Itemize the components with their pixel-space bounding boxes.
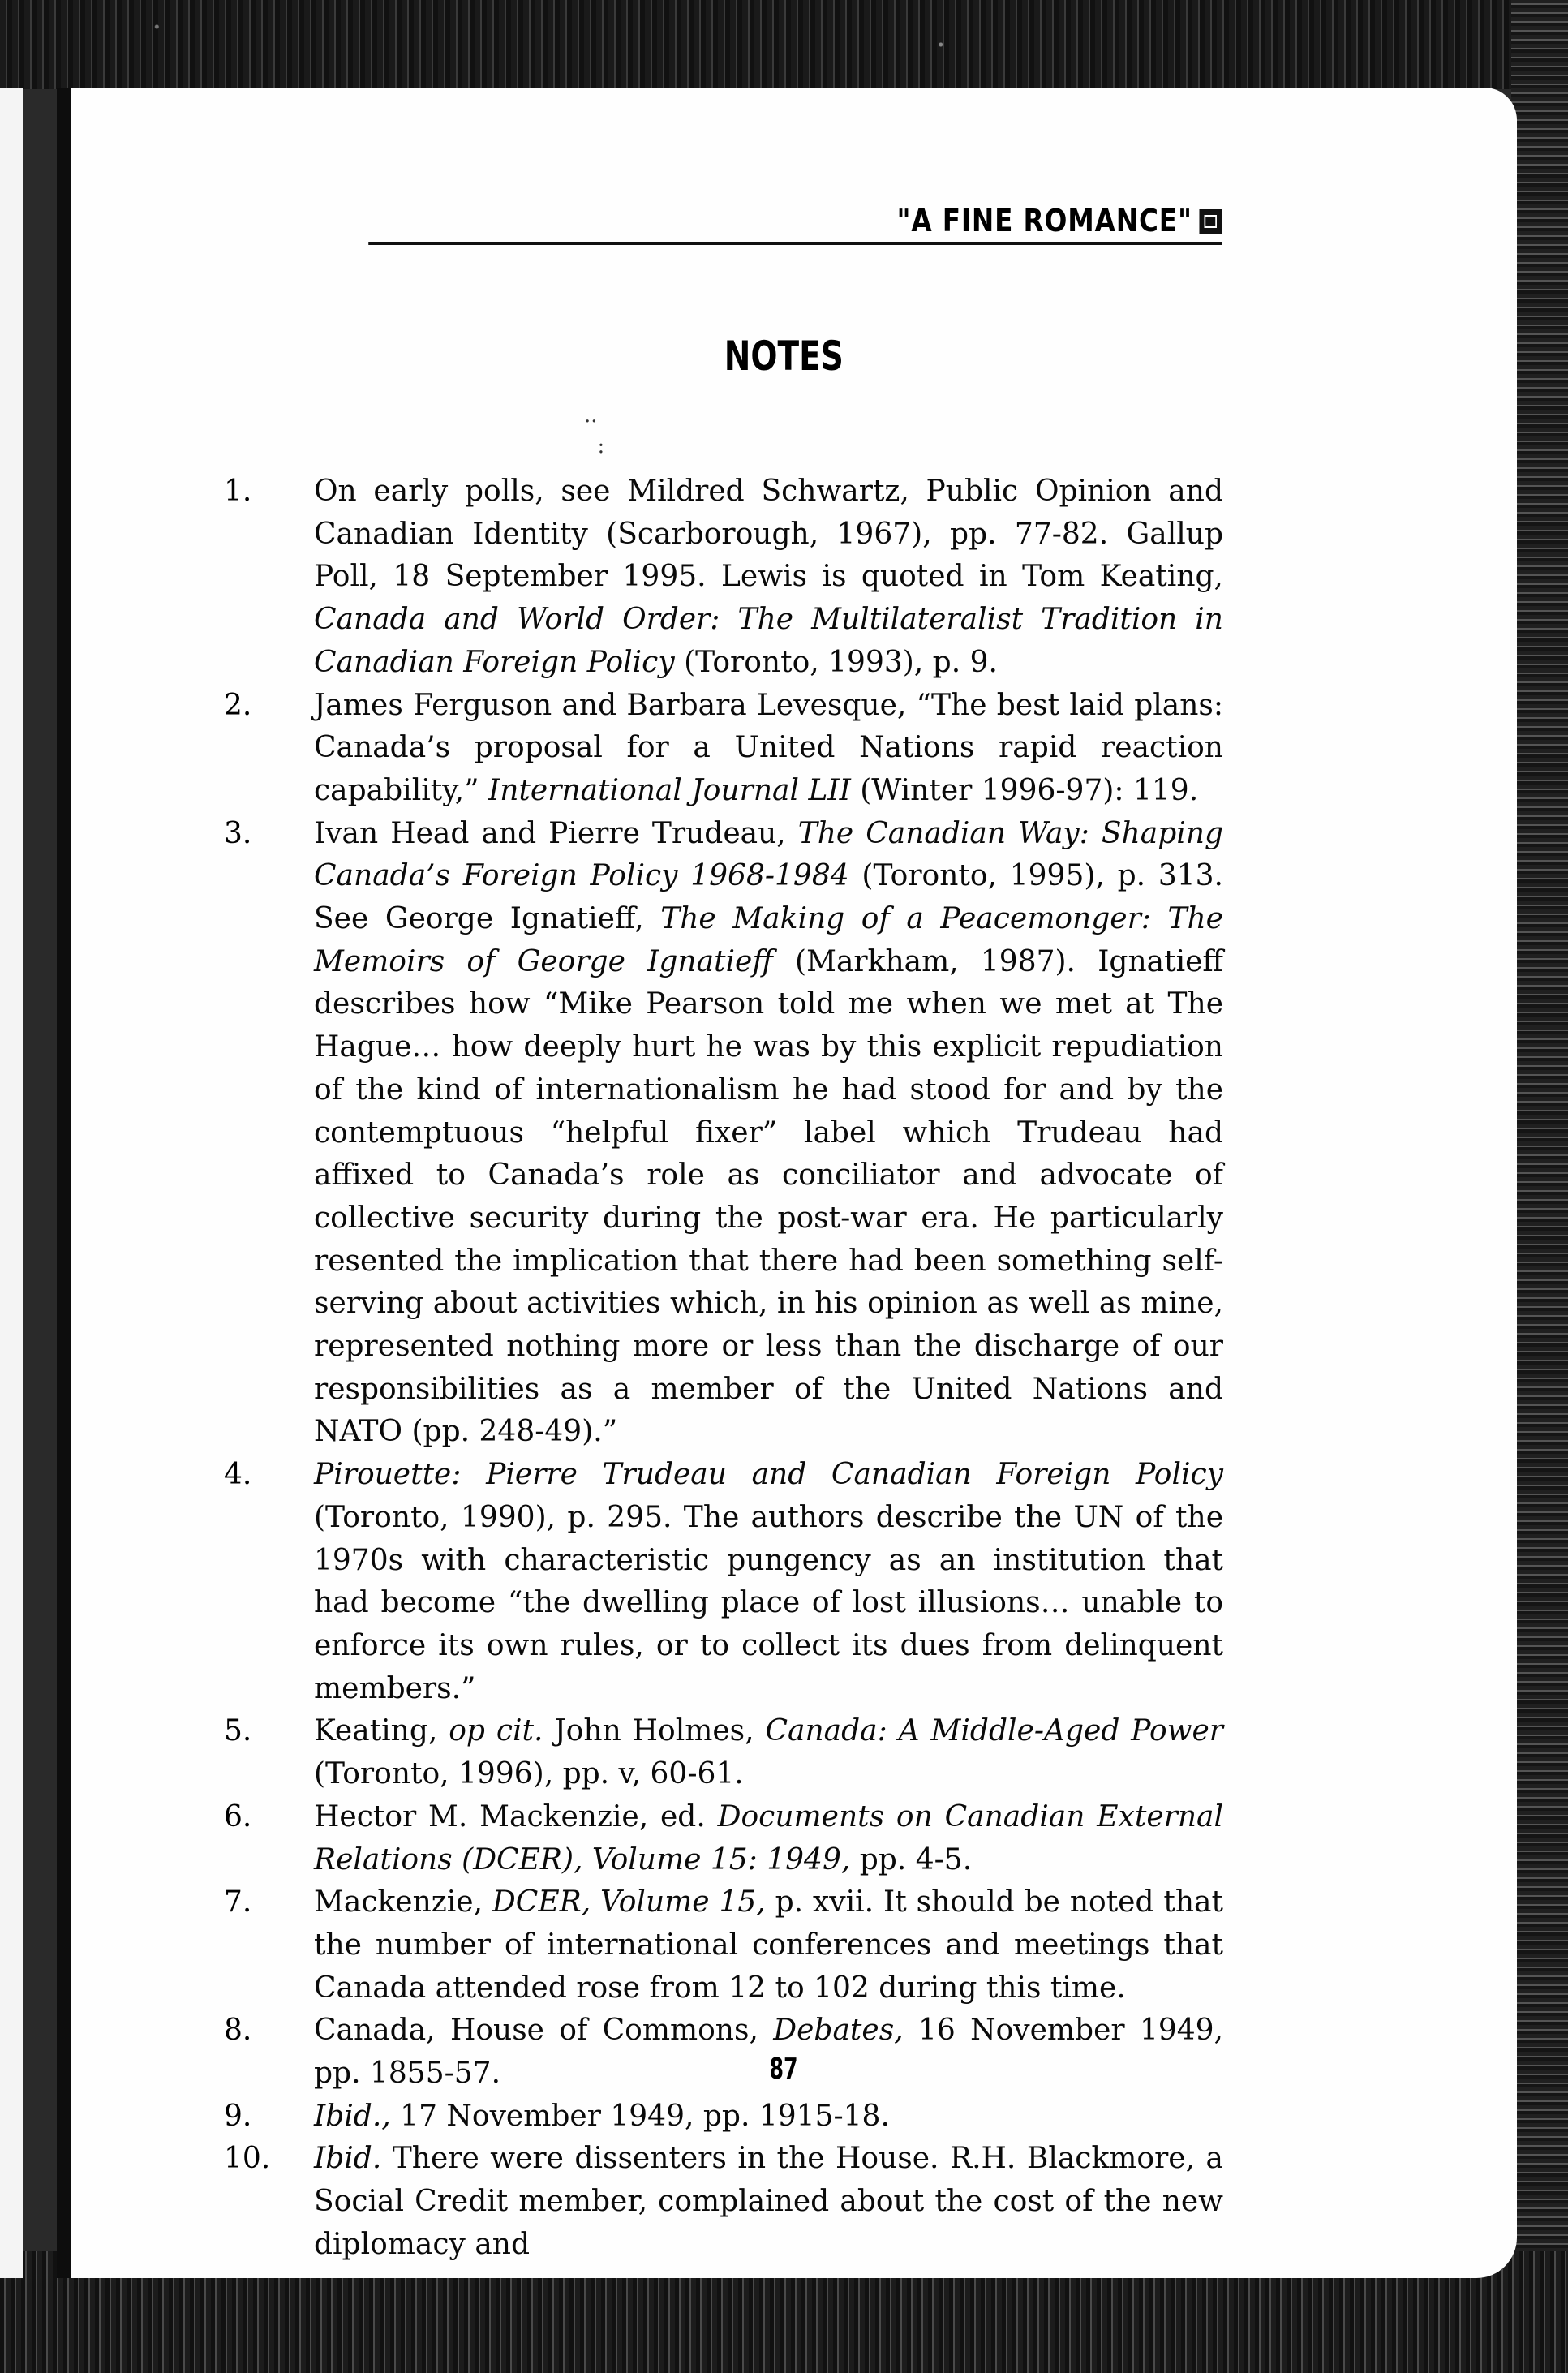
scan-border-top: [0, 0, 1568, 89]
note-text: [314, 471, 1223, 685]
running-head-text: "A FINE ROMANCE": [896, 203, 1192, 239]
note-text: [314, 1454, 1223, 1710]
note-number: 8.: [224, 2014, 252, 2048]
note-item: [0, 1454, 1568, 1710]
note-number: 10.: [224, 2142, 271, 2176]
notes-list: [0, 471, 1568, 2267]
note-text-run: pp. 4-5.: [850, 1842, 973, 1876]
note-text-run: On early polls, see Mildred Schwartz, Public Opinion and Canadian Identity (Scarborough, 1967), pp. 77-82. Gallup Poll, 18 September 1995. Lewis is quoted in Tom Keating,: [314, 475, 1223, 594]
note-text-run: Keating,: [314, 1714, 449, 1748]
note-number: 2.: [224, 688, 252, 722]
note-text-run: 16 November 1949, pp. 1855-57.: [314, 2014, 1224, 2091]
note-citation-title: Canada: A Middle-Aged Power: [765, 1714, 1224, 1748]
note-text: [314, 685, 1223, 813]
note-number: 5.: [224, 1714, 252, 1748]
note-text: [314, 1881, 1223, 2010]
note-text-run: James Ferguson and Barbara Levesque, “The best laid plans: Canada’s proposal for a United Nations rapid reaction capability,”: [314, 688, 1223, 807]
note-number: 6.: [224, 1799, 252, 1833]
note-number: 1.: [224, 475, 252, 508]
note-text-run: There were dissenters in the House. R.H. Blackmore, a Social Credit member, complained about the cost of the new diplomacy and: [314, 2142, 1223, 2261]
note-citation-title: DCER, Volume 15,: [492, 1885, 766, 1919]
note-text-run: (Toronto, 1993), p. 9.: [674, 645, 998, 679]
note-number: 7.: [224, 1885, 252, 1919]
note-item: [0, 1710, 1568, 1795]
note-text-run: (Winter 1996-97): 119.: [850, 773, 1199, 807]
box-icon: [1199, 209, 1222, 234]
note-item: [0, 685, 1568, 813]
note-text-run: Mackenzie,: [314, 1885, 492, 1919]
page-title-text: NOTES: [724, 333, 844, 380]
note-text-run: p. xvii. It should be noted that the number of international conferences and meetings that Canada attended rose from 12 to 102 during this time.: [314, 1885, 1223, 2005]
note-text: [314, 2096, 1223, 2139]
ornament-dots: ·· :: [584, 410, 605, 458]
note-item: [0, 471, 1568, 685]
note-citation-title: The Canadian Way: Shaping Canada’s Foreign Policy 1968-1984: [314, 816, 1223, 893]
note-text: [314, 813, 1223, 1455]
note-text-run: (Markham, 1987). Ignatieff describes how “Mike Pearson told me when we met at The Hague… how deeply hurt he was by this explicit repudiation of the kind of internationalism he had stood for and by the contemptuous “helpful fixer” label which Trudeau had affixed to Canada’s role as conciliator and advocate of collective security during the post-war era. He particularly resented the implication that there had been something self-serving about activities which, in his opinion as well as mine, represented nothing more or less than the discharge of our responsibilities as a member of the United Nations and NATO (pp. 248-49).”: [314, 944, 1223, 1449]
note-citation-title: op cit.: [449, 1714, 543, 1748]
note-citation-title: Pirouette: Pierre Trudeau and Canadian Foreign Policy: [314, 1458, 1223, 1492]
note-citation-title: Documents on Canadian External Relations (DCER), Volume 15: 1949,: [314, 1799, 1223, 1876]
note-citation-title: The Making of a Peacemonger: The Memoirs of George Ignatieff: [314, 902, 1223, 978]
note-number: 4.: [224, 1458, 252, 1492]
note-text-run: Canada, House of Commons,: [314, 2014, 774, 2048]
note-item: [0, 1881, 1568, 2010]
note-number: 3.: [224, 816, 252, 850]
note-citation-title: Debates,: [773, 2014, 904, 2048]
note-text-run: 17 November 1949, pp. 1915-18.: [390, 2099, 890, 2133]
note-text: [314, 1796, 1223, 1881]
note-citation-title: International Journal LII: [488, 773, 851, 807]
note-citation-title: Ibid.: [314, 2142, 382, 2176]
page-number: [0, 2053, 1568, 2086]
running-head: [368, 203, 1222, 245]
note-citation-title: Ibid.,: [314, 2099, 391, 2133]
note-text: [314, 2138, 1223, 2266]
note-item: [0, 1796, 1568, 1881]
note-text-run: Hector M. Mackenzie, ed.: [314, 1799, 718, 1833]
note-citation-title: Canada and World Order: The Multilateralist Tradition in Canadian Foreign Policy: [314, 603, 1223, 679]
note-text-run: Ivan Head and Pierre Trudeau,: [314, 816, 798, 850]
note-text-run: (Toronto, 1995), p. 313. See George Ignatieff,: [314, 859, 1223, 936]
note-text: [314, 1710, 1223, 1795]
note-text-run: (Toronto, 1996), pp. v, 60-61.: [314, 1757, 744, 1791]
page-number-text: 87: [769, 2053, 799, 2086]
note-text-run: John Holmes,: [543, 1714, 766, 1748]
note-number: 9.: [224, 2099, 252, 2133]
page-title: [0, 333, 1568, 380]
note-text-run: (Toronto, 1990), p. 295. The authors describe the UN of the 1970s with characteristic pungency as an institution that had become “the dwelling place of lost illusions… unable to enforce its own rules, or to collect its dues from delinquent members.”: [314, 1500, 1223, 1705]
note-item: [0, 813, 1568, 1455]
note-item: [0, 2138, 1568, 2266]
note-item: [0, 2096, 1568, 2139]
